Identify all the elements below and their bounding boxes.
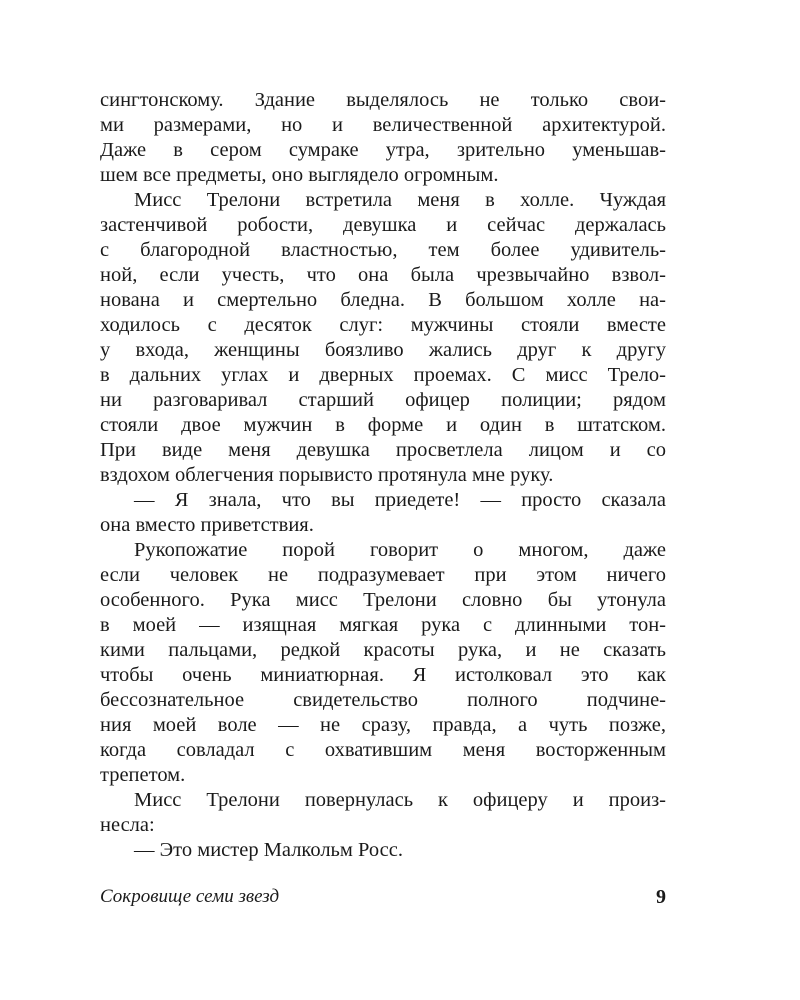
text-line: ни разговаривал старший офицер полиции; рядом bbox=[100, 389, 666, 411]
text-line: в дальних углах и дверных проемах. С мисс Трело- bbox=[100, 364, 666, 386]
text-line: несла: bbox=[100, 814, 155, 836]
text-line: ми размерами, но и величественной архитектурой. bbox=[100, 114, 666, 136]
text-line: кими пальцами, редкой красоты рука, и не сказать bbox=[100, 639, 666, 661]
text-line: Мисс Трелони повернулась к офицеру и произ- bbox=[134, 789, 666, 811]
page-footer bbox=[100, 884, 666, 910]
text-line: ной, если учесть, что она была чрезвычайно взвол- bbox=[100, 264, 666, 286]
text-line: с благородной властностью, тем более удивитель- bbox=[100, 239, 666, 261]
text-line: — Я знала, что вы приедете! — просто сказала bbox=[134, 489, 666, 511]
text-line: она вместо приветствия. bbox=[100, 514, 314, 536]
text-line: ния моей воле — не сразу, правда, а чуть позже, bbox=[100, 714, 666, 736]
text-line: у входа, женщины боязливо жались друг к другу bbox=[100, 339, 666, 361]
text-line: шем все предметы, оно выглядело огромным. bbox=[100, 164, 499, 186]
text-line: — Это мистер Малкольм Росс. bbox=[134, 839, 403, 861]
text-line: ходилось с десяток слуг: мужчины стояли вместе bbox=[100, 314, 666, 336]
text-line: При виде меня девушка просветлела лицом и со bbox=[100, 439, 666, 461]
text-line: сингтонскому. Здание выделялось не только свои- bbox=[100, 89, 666, 111]
text-line: если человек не подразумевает при этом ничего bbox=[100, 564, 666, 586]
text-line: особенного. Рука мисс Трелони словно бы утонула bbox=[100, 589, 666, 611]
page-number: 9 bbox=[656, 886, 666, 908]
running-title: Сокровище семи звезд bbox=[100, 886, 280, 907]
text-line: когда совладал с охватившим меня восторженным bbox=[100, 739, 666, 761]
text-line: чтобы очень миниатюрная. Я истолковал это как bbox=[100, 664, 666, 686]
text-line: стояли двое мужчин в форме и один в штатском. bbox=[100, 414, 666, 436]
text-line: трепетом. bbox=[100, 764, 186, 786]
text-line: Мисс Трелони встретила меня в холле. Чуждая bbox=[134, 189, 666, 211]
text-line: в моей — изящная мягкая рука с длинными тон- bbox=[100, 614, 666, 636]
text-line: Даже в сером сумраке утра, зрительно уменьшав- bbox=[100, 139, 666, 161]
text-line: бессознательное свидетельство полного подчине- bbox=[100, 689, 666, 711]
text-line: застенчивой робости, девушка и сейчас держалась bbox=[100, 214, 666, 236]
text-line: нована и смертельно бледна. В большом холле на- bbox=[100, 289, 666, 311]
body-text bbox=[100, 88, 666, 863]
text-line: Рукопожатие порой говорит о многом, даже bbox=[134, 539, 666, 561]
text-line: вздохом облегчения порывисто протянула мне руку. bbox=[100, 464, 554, 486]
